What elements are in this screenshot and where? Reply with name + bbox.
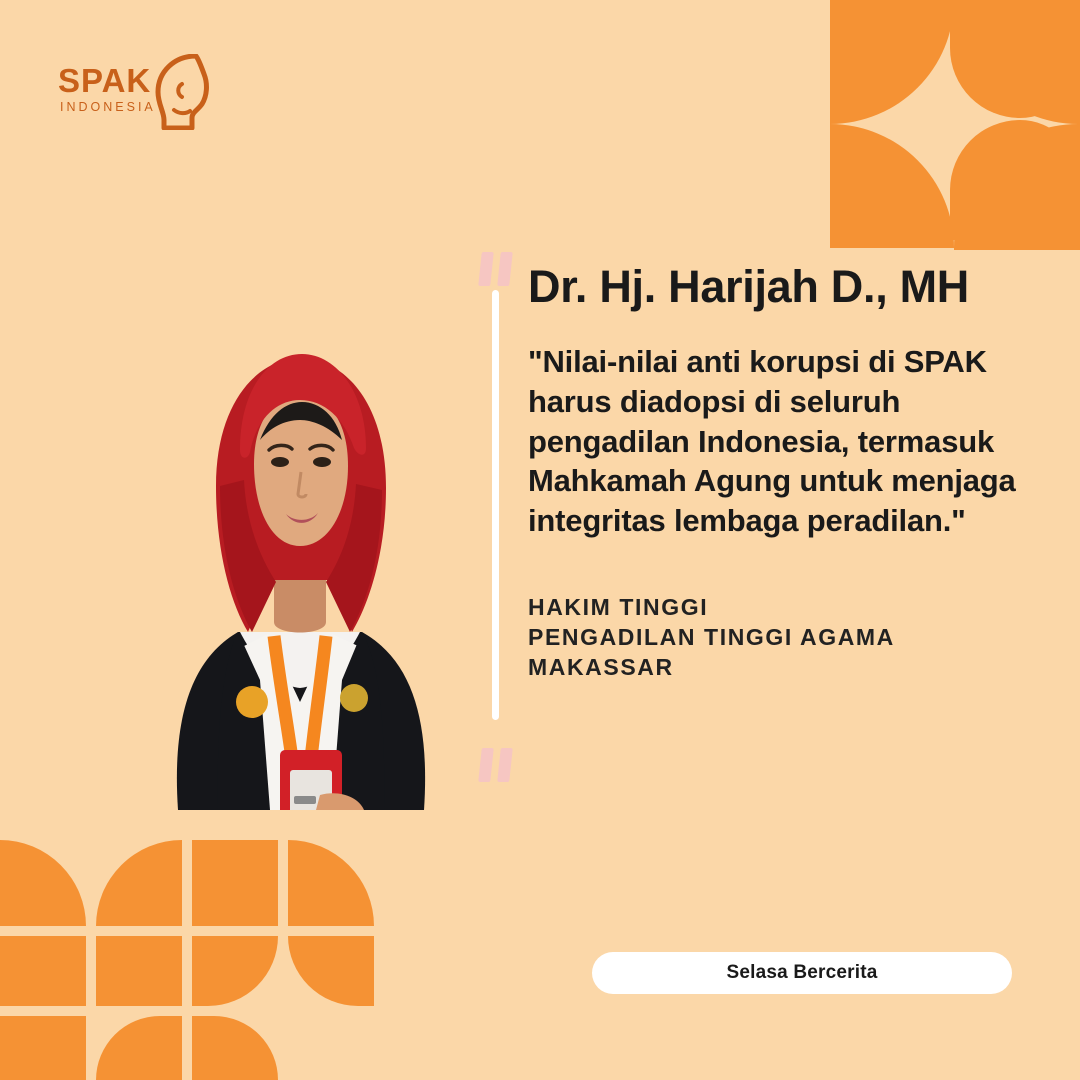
tile-shape: [0, 936, 86, 1006]
role-line-2: PENGADILAN TINGGI AGAMA: [528, 623, 895, 650]
tile-shape: [0, 1016, 86, 1080]
quote-mark-open-icon: [480, 252, 511, 286]
role-line-1: HAKIM TINGGI: [528, 593, 709, 620]
petal-shape: [830, 124, 954, 248]
quote-content: [528, 262, 1038, 682]
logo-subtitle: INDONESIA: [60, 100, 156, 114]
white-vertical-divider: [492, 290, 499, 720]
person-name: Dr. Hj. Harijah D., MH: [528, 261, 969, 312]
petal-shape: [1020, 120, 1080, 240]
decoration-top-right-petals-secondary: [950, 0, 1080, 240]
tile-shape: [0, 840, 86, 926]
petal-shape: [1020, 0, 1080, 118]
tile-shape: [192, 840, 278, 926]
petal-shape: [950, 0, 1020, 118]
petal-shape: [830, 0, 954, 124]
tile-shape: [192, 936, 278, 1006]
woman-face-profile-icon: [152, 54, 210, 135]
person-role: [528, 593, 1038, 683]
petal-shape: [950, 120, 1020, 240]
series-label-pill[interactable]: [592, 952, 1012, 994]
quote-text: "Nilai-nilai anti korupsi di SPAK harus diadopsi di seluruh pengadilan Indonesia, termasuk Mahkamah Agung untuk menjaga integritas lembaga peradilan.": [528, 344, 1016, 539]
tile-shape: [288, 840, 374, 926]
role-line-3: MAKASSAR: [528, 653, 674, 680]
spak-logo[interactable]: [52, 52, 212, 132]
decoration-bottom-left-tiles: [0, 840, 400, 1080]
tile-shape: [96, 840, 182, 926]
quote-mark-close-icon: [480, 748, 511, 782]
tile-shape: [96, 1016, 182, 1080]
tile-shape: [192, 1016, 278, 1080]
tile-shape: [288, 936, 374, 1006]
portrait-photo-woman-in-red-hijab-black-blazer: [120, 250, 480, 810]
tile-shape: [96, 936, 182, 1006]
logo-wordmark: SPAK: [58, 62, 152, 99]
series-label-text: Selasa Bercerita: [726, 962, 878, 983]
